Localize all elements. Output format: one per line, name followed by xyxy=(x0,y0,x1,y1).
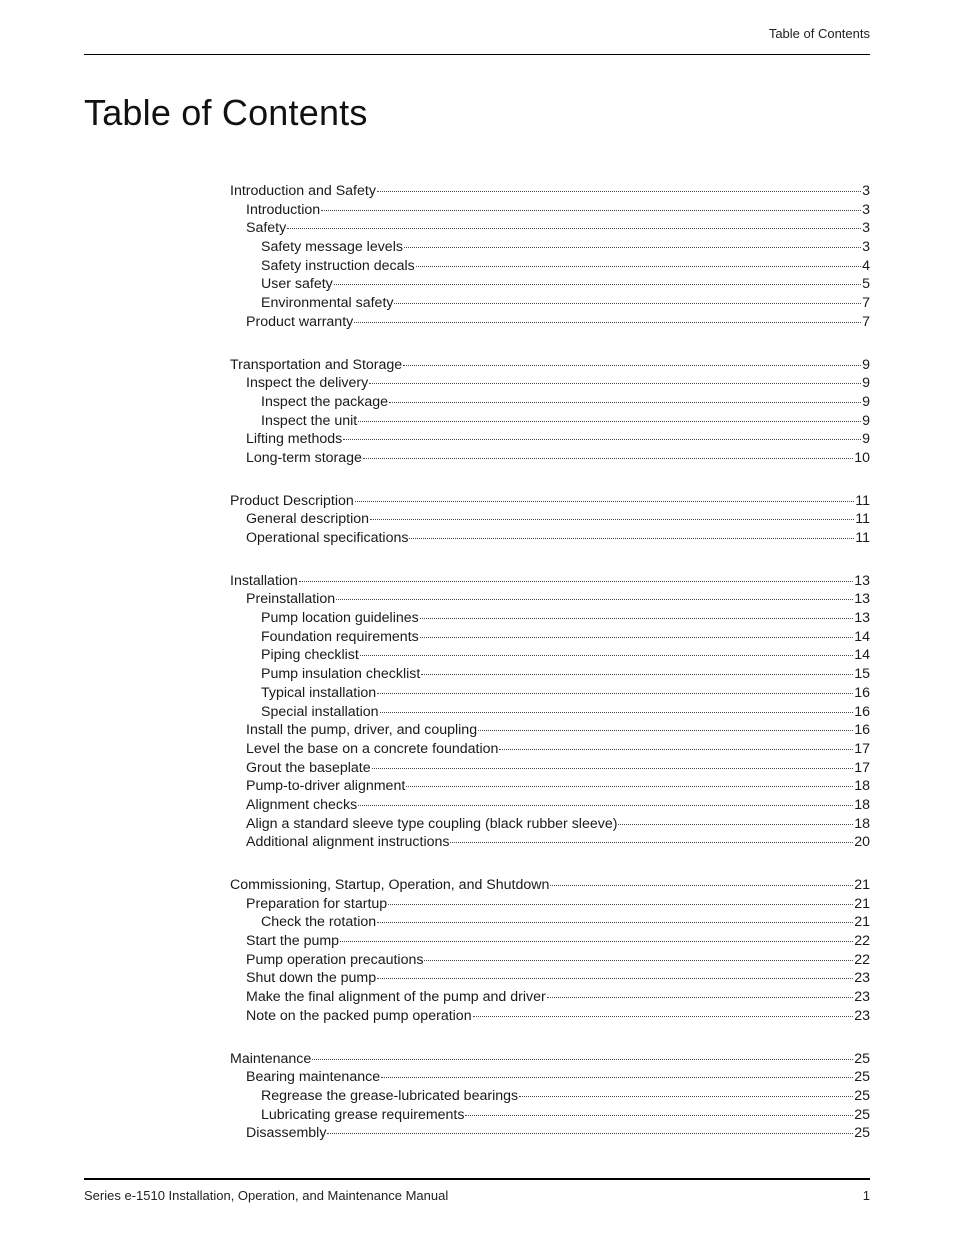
toc-entry-title: Transportation and Storage xyxy=(230,356,403,373)
toc-entry-page-number: 11 xyxy=(855,530,870,546)
dot-leader xyxy=(420,618,853,619)
toc-entry[interactable] xyxy=(230,646,870,665)
toc-entry-page-number: 17 xyxy=(854,759,870,776)
toc-entry-title: Pump insulation checklist xyxy=(261,666,421,683)
toc-entry-title: Install the pump, driver, and coupling xyxy=(246,722,478,739)
dot-leader xyxy=(287,228,861,229)
toc-entry-page-number: 13 xyxy=(854,591,870,608)
dot-leader xyxy=(381,1077,853,1078)
dot-leader xyxy=(327,1133,853,1134)
toc-entry-title: Lubricating grease requirements xyxy=(261,1106,465,1123)
toc-entry-title: Pump operation precautions xyxy=(246,951,424,968)
toc-section xyxy=(230,182,870,332)
dot-leader xyxy=(404,247,861,248)
toc-entry-page-number: 25 xyxy=(854,1050,870,1067)
toc-entry-page-number: 25 xyxy=(854,1087,870,1104)
toc-entry[interactable] xyxy=(230,590,870,609)
toc-entry[interactable] xyxy=(230,393,870,412)
dot-leader xyxy=(372,768,854,769)
toc-chapter-entry[interactable] xyxy=(230,182,870,201)
toc-entry[interactable] xyxy=(230,721,870,740)
header-rule xyxy=(84,54,870,55)
toc-entry-title: Shut down the pump xyxy=(246,970,377,987)
toc-entry-page-number: 18 xyxy=(854,815,870,832)
page-title: Table of Contents xyxy=(84,92,368,133)
toc-entry-title: General description xyxy=(246,511,370,528)
toc-entry-page-number: 9 xyxy=(862,356,870,373)
dot-leader xyxy=(355,501,854,502)
toc-entry-page-number: 25 xyxy=(854,1106,870,1123)
toc-entry[interactable] xyxy=(230,951,870,970)
toc-entry[interactable] xyxy=(230,684,870,703)
toc-section xyxy=(230,492,870,548)
toc-entry-title: Alignment checks xyxy=(246,796,358,813)
dot-leader xyxy=(354,322,861,323)
toc-section xyxy=(230,356,870,468)
toc-entry-page-number: 9 xyxy=(862,375,870,392)
toc-entry-title: Introduction xyxy=(246,201,321,218)
dot-leader xyxy=(363,458,853,459)
toc-entry-page-number: 7 xyxy=(862,295,870,312)
toc-entry-title: Long-term storage xyxy=(246,449,362,466)
dot-leader xyxy=(424,960,853,961)
toc-section xyxy=(230,572,870,852)
toc-entry-title: Start the pump xyxy=(246,933,340,950)
toc-entry-page-number: 9 xyxy=(862,431,870,448)
toc-entry-title: Operational specifications xyxy=(246,530,409,546)
dot-leader xyxy=(519,1096,853,1097)
toc-chapter-entry[interactable] xyxy=(230,356,870,375)
toc-entry-title: Safety xyxy=(246,220,287,237)
toc-entry[interactable] xyxy=(230,932,870,951)
toc-entry-title: Pump-to-driver alignment xyxy=(246,778,406,795)
toc-entry-page-number: 21 xyxy=(854,895,870,912)
toc-entry-title: Bearing maintenance xyxy=(246,1069,381,1086)
toc-entry[interactable] xyxy=(230,628,870,647)
dot-leader xyxy=(340,941,853,942)
toc-entry-page-number: 21 xyxy=(854,877,870,893)
toc-entry[interactable] xyxy=(230,374,870,393)
toc-entry-title: Inspect the package xyxy=(261,393,388,410)
dot-leader xyxy=(336,599,853,600)
footer-rule xyxy=(84,1178,870,1180)
toc-entry[interactable] xyxy=(230,238,870,257)
running-header: Table of Contents xyxy=(768,26,870,41)
toc-entry-title: Level the base on a concrete foundation xyxy=(246,740,499,757)
toc-entry-page-number: 23 xyxy=(854,989,870,1006)
toc-entry[interactable] xyxy=(230,988,870,1007)
toc-entry-page-number: 20 xyxy=(854,834,870,851)
toc-entry-page-number: 10 xyxy=(854,449,870,466)
toc-entry[interactable] xyxy=(230,913,870,932)
toc-entry[interactable] xyxy=(230,430,870,449)
toc-entry-title: Installation xyxy=(230,572,298,589)
toc-entry-title: Inspect the delivery xyxy=(246,375,369,392)
toc-entry-page-number: 22 xyxy=(854,933,870,950)
toc-entry[interactable] xyxy=(230,1068,870,1087)
toc-entry-title: Pump location guidelines xyxy=(261,610,419,627)
toc-entry-page-number: 7 xyxy=(862,313,870,330)
toc-entry-title: Align a standard sleeve type coupling (black rubber sleeve) xyxy=(246,815,618,832)
toc-entry-page-number: 22 xyxy=(854,951,870,968)
footer-page-number: 1 xyxy=(862,1188,870,1203)
toc-entry-title: Additional alignment instructions xyxy=(246,834,450,851)
toc-entry-page-number: 23 xyxy=(854,970,870,987)
toc-entry[interactable] xyxy=(230,1124,870,1143)
dot-leader xyxy=(478,730,853,731)
dot-leader xyxy=(406,786,853,787)
dot-leader xyxy=(416,266,861,267)
toc-entry[interactable] xyxy=(230,833,870,852)
dot-leader xyxy=(377,191,861,192)
toc-entry-title: Regrease the grease-lubricated bearings xyxy=(261,1087,519,1104)
toc-entry[interactable] xyxy=(230,257,870,276)
toc-entry-page-number: 5 xyxy=(862,276,870,293)
table-of-contents xyxy=(230,182,870,1143)
dot-leader xyxy=(321,210,861,211)
toc-entry[interactable] xyxy=(230,796,870,815)
toc-entry-page-number: 21 xyxy=(854,914,870,931)
toc-section xyxy=(230,876,870,1026)
toc-chapter-entry[interactable] xyxy=(230,572,870,591)
toc-entry[interactable] xyxy=(230,609,870,628)
dot-leader xyxy=(618,824,853,825)
dot-leader xyxy=(473,1016,854,1017)
toc-entry-page-number: 25 xyxy=(854,1125,870,1142)
toc-entry-title: Make the final alignment of the pump and driver xyxy=(246,989,546,1006)
dot-leader xyxy=(547,997,854,998)
toc-entry[interactable] xyxy=(230,703,870,722)
dot-leader xyxy=(377,978,853,979)
toc-entry-page-number: 18 xyxy=(854,796,870,813)
toc-entry[interactable] xyxy=(230,510,870,529)
dot-leader xyxy=(499,749,853,750)
toc-entry[interactable] xyxy=(230,294,870,313)
toc-entry[interactable] xyxy=(230,1106,870,1125)
toc-entry-title: Disassembly xyxy=(246,1125,327,1142)
toc-chapter-entry[interactable] xyxy=(230,492,870,511)
toc-entry[interactable] xyxy=(230,313,870,332)
toc-entry-title: Typical installation xyxy=(261,684,377,701)
toc-entry-page-number: 3 xyxy=(862,183,870,199)
toc-entry-page-number: 13 xyxy=(854,572,870,589)
footer-manual-title: Series e-1510 Installation, Operation, and Maintenance Manual xyxy=(84,1188,449,1203)
toc-entry[interactable] xyxy=(230,759,870,778)
toc-entry-title: Check the rotation xyxy=(261,914,377,931)
toc-entry-title: User safety xyxy=(261,276,333,293)
toc-entry[interactable] xyxy=(230,529,870,548)
toc-entry-title: Product warranty xyxy=(246,313,354,330)
toc-entry[interactable] xyxy=(230,665,870,684)
toc-entry-title: Safety instruction decals xyxy=(261,257,415,274)
toc-entry-title: Grout the baseplate xyxy=(246,759,371,776)
dot-leader xyxy=(389,402,861,403)
toc-entry-page-number: 9 xyxy=(862,412,870,429)
toc-entry-page-number: 16 xyxy=(854,703,870,720)
toc-entry[interactable] xyxy=(230,815,870,834)
toc-entry-page-number: 15 xyxy=(854,666,870,683)
toc-entry-page-number: 18 xyxy=(854,778,870,795)
dot-leader xyxy=(450,842,853,843)
dot-leader xyxy=(409,538,854,539)
toc-entry[interactable] xyxy=(230,275,870,294)
toc-entry-page-number: 3 xyxy=(862,220,870,237)
toc-entry-page-number: 3 xyxy=(862,201,870,218)
toc-entry-title: Preparation for startup xyxy=(246,895,388,912)
toc-entry-title: Commissioning, Startup, Operation, and Shutdown xyxy=(230,877,550,893)
toc-entry-page-number: 11 xyxy=(855,492,870,509)
toc-entry-title: Introduction and Safety xyxy=(230,183,376,199)
dot-leader xyxy=(370,519,854,520)
dot-leader xyxy=(421,674,853,675)
dot-leader xyxy=(358,421,861,422)
dot-leader xyxy=(312,1059,853,1060)
toc-entry-title: Preinstallation xyxy=(246,591,336,608)
dot-leader xyxy=(334,284,861,285)
dot-leader xyxy=(377,693,853,694)
toc-entry[interactable] xyxy=(230,412,870,431)
dot-leader xyxy=(358,805,853,806)
toc-section xyxy=(230,1050,870,1143)
toc-entry-page-number: 3 xyxy=(862,239,870,256)
toc-entry-title: Lifting methods xyxy=(246,431,343,448)
toc-entry[interactable] xyxy=(230,219,870,238)
toc-entry-title: Safety message levels xyxy=(261,239,403,256)
toc-entry-page-number: 4 xyxy=(862,257,870,274)
toc-entry[interactable] xyxy=(230,969,870,988)
dot-leader xyxy=(420,637,853,638)
dot-leader xyxy=(369,383,861,384)
dot-leader xyxy=(403,365,861,366)
toc-entry-title: Note on the packed pump operation xyxy=(246,1007,472,1024)
toc-entry-page-number: 23 xyxy=(854,1007,870,1024)
dot-leader xyxy=(394,303,861,304)
toc-entry[interactable] xyxy=(230,895,870,914)
dot-leader xyxy=(465,1115,853,1116)
dot-leader xyxy=(299,581,853,582)
toc-entry-page-number: 16 xyxy=(854,684,870,701)
dot-leader xyxy=(388,904,853,905)
toc-entry-title: Environmental safety xyxy=(261,295,394,312)
toc-chapter-entry[interactable] xyxy=(230,1050,870,1069)
toc-entry-title: Maintenance xyxy=(230,1050,312,1067)
dot-leader xyxy=(377,922,853,923)
toc-entry[interactable] xyxy=(230,777,870,796)
toc-entry[interactable] xyxy=(230,449,870,468)
toc-entry[interactable] xyxy=(230,1087,870,1106)
dot-leader xyxy=(343,439,861,440)
toc-entry-page-number: 17 xyxy=(854,740,870,757)
toc-entry-title: Foundation requirements xyxy=(261,628,419,645)
toc-entry-title: Product Description xyxy=(230,492,354,509)
toc-entry-page-number: 13 xyxy=(854,610,870,627)
dot-leader xyxy=(360,655,853,656)
dot-leader xyxy=(380,712,854,713)
toc-entry[interactable] xyxy=(230,1007,870,1026)
toc-entry-page-number: 16 xyxy=(854,722,870,739)
dot-leader xyxy=(550,885,853,886)
toc-entry-title: Piping checklist xyxy=(261,647,359,664)
toc-entry-page-number: 11 xyxy=(855,511,870,528)
toc-entry-page-number: 9 xyxy=(862,393,870,410)
toc-chapter-entry[interactable] xyxy=(230,876,870,895)
toc-entry-title: Special installation xyxy=(261,703,379,720)
toc-entry-page-number: 14 xyxy=(854,647,870,664)
toc-entry-title: Inspect the unit xyxy=(261,412,358,429)
toc-entry[interactable] xyxy=(230,201,870,220)
toc-entry-page-number: 14 xyxy=(854,628,870,645)
toc-entry[interactable] xyxy=(230,740,870,759)
toc-entry-page-number: 25 xyxy=(854,1069,870,1086)
